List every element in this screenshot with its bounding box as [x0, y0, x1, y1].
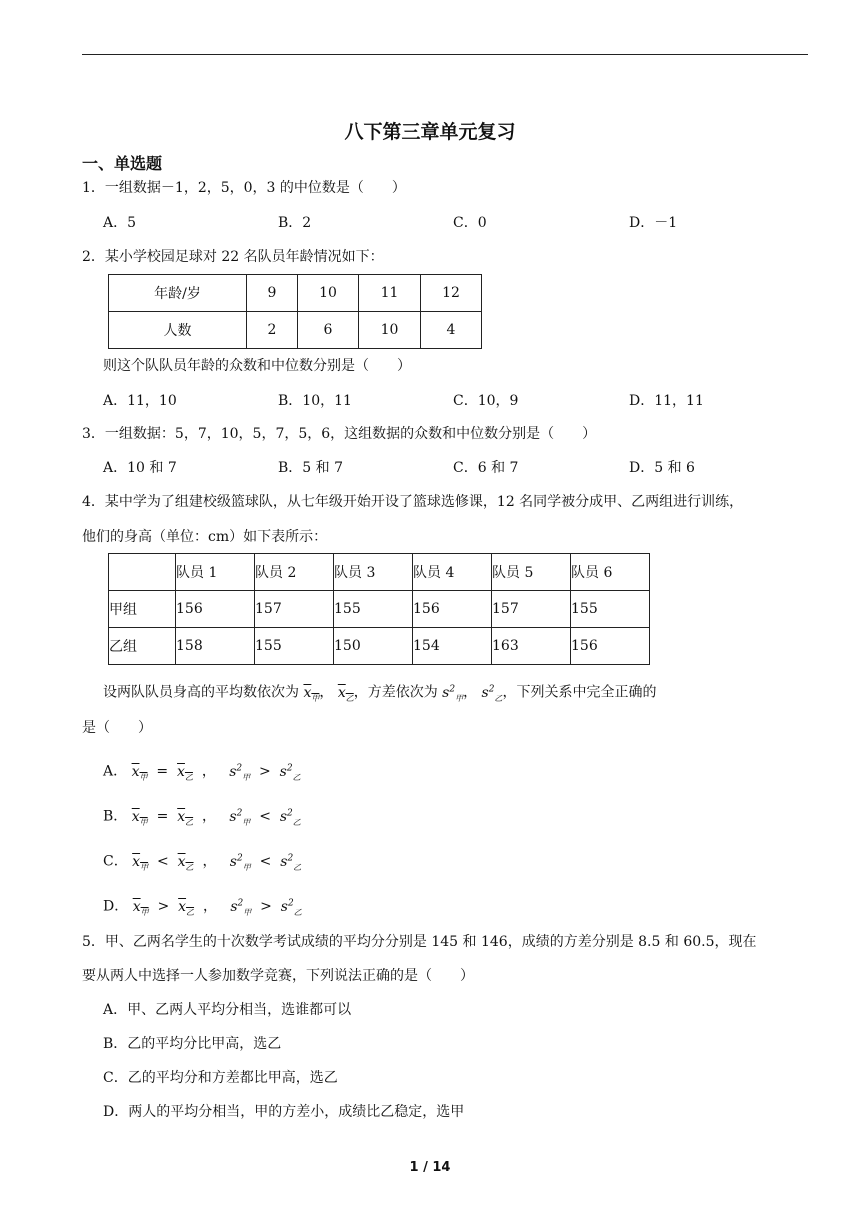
question-4-follow-line2: 是（ ） — [82, 720, 152, 736]
subscript-jia: 甲 — [242, 862, 251, 872]
superscript-2: 2 — [488, 684, 495, 694]
table-cell: 6 — [298, 312, 359, 349]
superscript-2: 2 — [236, 808, 243, 818]
x-symbol: x — [132, 898, 141, 915]
table-cell: 10 — [298, 275, 359, 312]
section-heading: 一、单选题 — [82, 154, 163, 173]
variance-yi — [281, 899, 302, 915]
table-cell: 157 — [492, 591, 571, 628]
option-c — [103, 846, 301, 870]
option-b: B．10，11 — [278, 393, 352, 409]
table-cell: 156 — [176, 591, 255, 628]
table-cell: 2 — [247, 312, 298, 349]
option-a: A．11，10 — [103, 393, 177, 409]
superscript-2: 2 — [287, 853, 294, 863]
table-cell: 9 — [247, 275, 298, 312]
table-row — [109, 554, 650, 591]
separator: ， — [201, 763, 216, 780]
option-a: A．10 和 7 — [103, 460, 177, 476]
option-d — [103, 891, 302, 915]
subscript-yi: 乙 — [292, 817, 301, 827]
option-b — [103, 801, 301, 825]
variance-yi — [280, 854, 301, 870]
page-title: 八下第三章单元复习 — [344, 121, 516, 143]
question-5-stem-line2: 要从两人中选择一人参加数学竞赛，下列说法正确的是（ ） — [82, 968, 474, 984]
option-d: D．两人的平均分相当，甲的方差小，成绩比乙稳定，选甲 — [103, 1104, 465, 1120]
table-cell: 队员 4 — [413, 554, 492, 591]
subscript-jia: 甲 — [242, 817, 251, 827]
option-b: B．2 — [278, 215, 312, 231]
table-cell: 乙组 — [109, 628, 176, 665]
table-cell: 155 — [334, 591, 413, 628]
s-symbol: s — [280, 898, 288, 915]
mean-jia — [303, 685, 319, 701]
table-cell: 人数 — [109, 312, 247, 349]
header-rule — [82, 54, 808, 55]
subscript-jia: 甲 — [139, 772, 148, 782]
option-label: C． — [103, 853, 128, 870]
follow-text-a: 设两队队员身高的平均数依次为 — [103, 684, 299, 701]
s-symbol: s — [481, 684, 489, 701]
table-cell: 156 — [413, 591, 492, 628]
question-2-stem: 2．某小学校园足球对 22 名队员年龄情况如下： — [82, 249, 384, 265]
table-cell: 155 — [255, 628, 334, 665]
table-cell: 150 — [334, 628, 413, 665]
s-symbol: s — [229, 808, 237, 825]
superscript-2: 2 — [236, 763, 243, 773]
s-symbol: s — [229, 853, 237, 870]
superscript-2: 2 — [287, 808, 293, 818]
table-cell: 队员 2 — [255, 554, 334, 591]
separator: ， — [319, 684, 334, 701]
subscript-jia: 甲 — [311, 693, 320, 703]
subscript-jia: 甲 — [140, 907, 149, 917]
relation: = — [156, 808, 169, 825]
height-table — [108, 553, 650, 665]
option-c: C．6 和 7 — [453, 460, 519, 476]
s-symbol: s — [442, 684, 450, 701]
variance-jia — [229, 764, 250, 780]
x-symbol: x — [337, 684, 346, 701]
question-4-follow — [103, 679, 656, 708]
table-cell: 队员 3 — [334, 554, 413, 591]
x-symbol: x — [177, 763, 185, 780]
s-symbol: s — [279, 808, 288, 825]
table-cell: 154 — [413, 628, 492, 665]
follow-text-b: ，方差依次为 — [353, 684, 438, 701]
separator: ， — [202, 808, 217, 825]
table-cell: 163 — [492, 628, 571, 665]
subscript-yi: 乙 — [185, 862, 194, 872]
option-label: B． — [103, 808, 128, 825]
relation: > — [157, 898, 170, 915]
table-cell: 队员 6 — [571, 554, 650, 591]
option-a — [103, 756, 301, 780]
s-symbol: s — [229, 763, 237, 780]
subscript-jia: 甲 — [140, 862, 149, 872]
mean-jia — [133, 899, 149, 915]
mean-yi — [178, 899, 194, 915]
relation: > — [259, 763, 271, 780]
x-symbol: x — [177, 808, 186, 825]
variance-jia — [230, 854, 251, 870]
mean-jia — [132, 764, 148, 780]
question-2-options — [103, 391, 743, 411]
table-cell: 156 — [571, 628, 650, 665]
option-c: C．0 — [453, 215, 487, 231]
superscript-2: 2 — [287, 898, 294, 908]
table-cell: 10 — [359, 312, 421, 349]
age-table — [108, 274, 482, 349]
table-row — [109, 275, 482, 312]
x-symbol: x — [131, 763, 140, 780]
subscript-yi: 乙 — [184, 772, 193, 782]
table-cell: 157 — [255, 591, 334, 628]
variance-jia — [230, 899, 251, 915]
option-c: C．10，9 — [453, 393, 519, 409]
separator: ， — [463, 684, 478, 701]
subscript-yi: 乙 — [293, 907, 302, 917]
variance-yi — [482, 685, 503, 701]
superscript-2: 2 — [286, 763, 293, 773]
table-cell: 158 — [176, 628, 255, 665]
option-b: B．5 和 7 — [278, 460, 344, 476]
variance-jia — [229, 809, 250, 825]
s-symbol: s — [230, 898, 238, 915]
table-cell: 甲组 — [109, 591, 176, 628]
table-cell — [109, 554, 176, 591]
subscript-yi: 乙 — [292, 772, 301, 782]
option-d: D．5 和 6 — [629, 460, 695, 476]
mean-yi — [338, 685, 354, 701]
option-a: A．甲、乙两人平均分相当，选谁都可以 — [103, 1002, 352, 1018]
question-4-stem-line1: 4．某中学为了组建校级篮球队，从七年级开始开设了篮球选修课，12 名同学被分成甲、乙两组进行训练， — [82, 494, 744, 510]
table-cell: 155 — [571, 591, 650, 628]
variance-yi — [280, 764, 301, 780]
page-number: 1 / 14 — [409, 1160, 451, 1175]
question-1-stem: 1．一组数据－1，2，5，0，3 的中位数是（ ） — [82, 180, 406, 196]
option-c: C．乙的平均分和方差都比甲高，选乙 — [103, 1070, 338, 1086]
table-cell: 队员 1 — [176, 554, 255, 591]
separator: ， — [202, 853, 217, 870]
subscript-jia: 甲 — [139, 817, 148, 827]
table-cell: 4 — [421, 312, 482, 349]
x-symbol: x — [177, 853, 186, 870]
table-row — [109, 591, 650, 628]
x-symbol: x — [303, 684, 312, 701]
subscript-yi: 乙 — [185, 817, 194, 827]
table-row — [109, 628, 650, 665]
mean-yi — [177, 764, 193, 780]
question-3-options — [103, 458, 743, 478]
x-symbol: x — [131, 808, 140, 825]
table-row — [109, 312, 482, 349]
relation: < — [156, 853, 169, 870]
relation: < — [259, 853, 272, 870]
table-cell: 队员 5 — [492, 554, 571, 591]
follow-text-c: ，下列关系中完全正确的 — [502, 684, 657, 701]
s-symbol: s — [279, 763, 287, 780]
subscript-jia: 甲 — [455, 693, 464, 703]
variance-yi — [280, 809, 301, 825]
option-label: A． — [103, 763, 128, 780]
question-3-stem: 3．一组数据：5，7，10，5，7，5，6，这组数据的众数和中位数分别是（ ） — [82, 426, 597, 442]
subscript-jia: 甲 — [242, 772, 251, 782]
subscript-yi: 乙 — [186, 907, 195, 917]
option-label: D． — [103, 898, 129, 915]
s-symbol: s — [280, 853, 288, 870]
table-cell: 年龄/岁 — [109, 275, 247, 312]
question-4-stem-line2: 他们的身高（单位：cm）如下表所示： — [82, 529, 328, 545]
table-cell: 11 — [359, 275, 421, 312]
superscript-2: 2 — [449, 684, 456, 694]
mean-jia — [132, 854, 148, 870]
subscript-yi: 乙 — [494, 693, 503, 703]
option-d: D．－1 — [629, 215, 678, 231]
option-d: D．11，11 — [629, 393, 704, 409]
subscript-jia: 甲 — [243, 907, 252, 917]
question-1-options — [103, 213, 743, 233]
x-symbol: x — [178, 898, 187, 915]
x-symbol: x — [132, 853, 141, 870]
relation: = — [156, 763, 169, 780]
question-2-follow: 则这个队队员年龄的众数和中位数分别是（ ） — [103, 358, 411, 374]
subscript-yi: 乙 — [293, 862, 302, 872]
subscript-yi: 乙 — [345, 693, 354, 703]
variance-jia — [442, 685, 463, 701]
separator: ， — [202, 898, 217, 915]
relation: > — [260, 898, 272, 915]
question-5-stem-line1: 5．甲、乙两名学生的十次数学考试成绩的平均分分别是 145 和 146，成绩的方差分别是 8.5 和 60.5，现在 — [82, 934, 757, 950]
superscript-2: 2 — [236, 853, 243, 863]
superscript-2: 2 — [237, 898, 244, 908]
mean-jia — [132, 809, 148, 825]
mean-yi — [177, 809, 193, 825]
mean-yi — [178, 854, 194, 870]
option-b: B．乙的平均分比甲高，选乙 — [103, 1036, 282, 1052]
relation: < — [259, 808, 271, 825]
table-cell: 12 — [421, 275, 482, 312]
option-a: A．5 — [103, 215, 137, 231]
